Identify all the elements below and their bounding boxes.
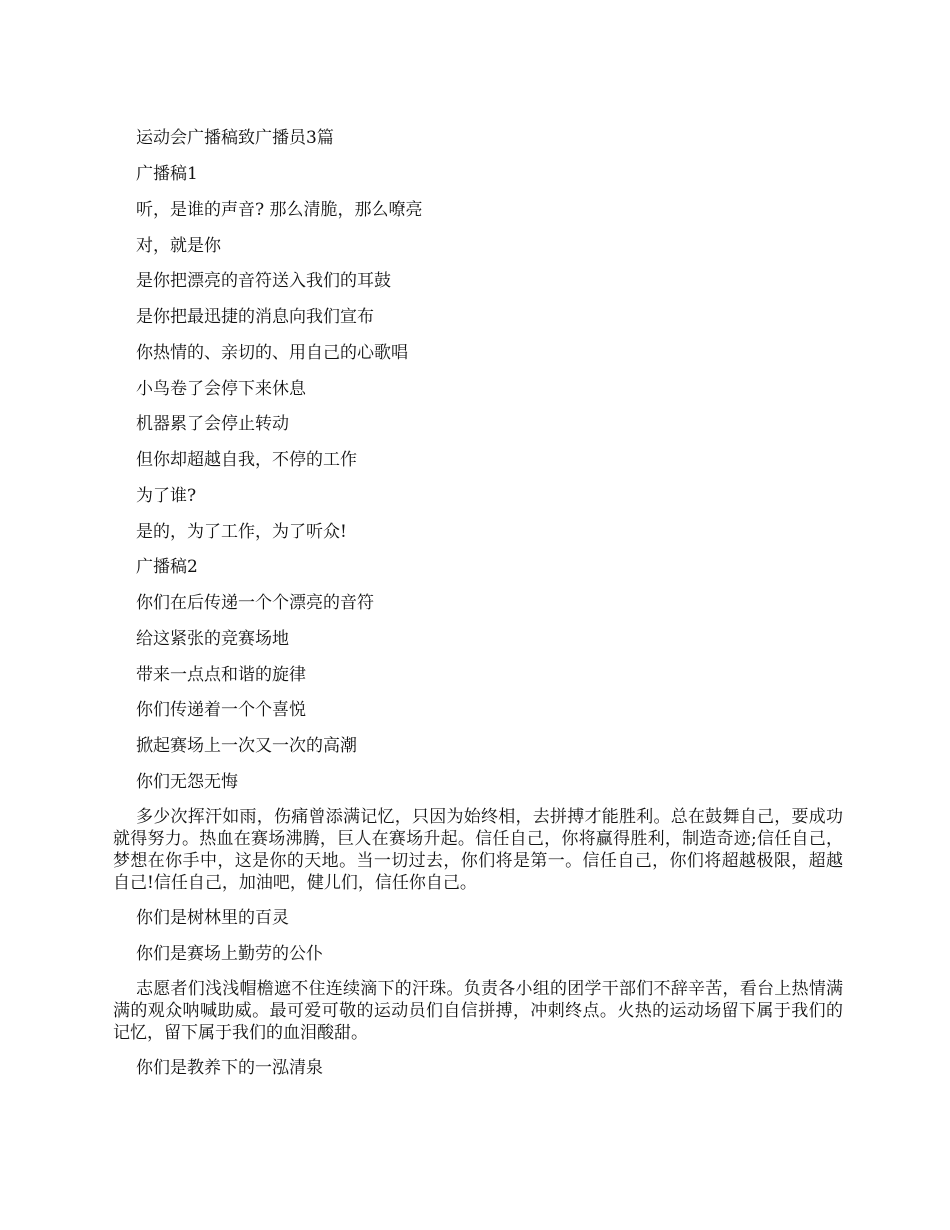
- section-heading-2: 广播稿2: [136, 557, 198, 577]
- text-line: 掀起赛场上一次又一次的高潮: [136, 736, 357, 756]
- text-line: 机器累了会停止转动: [136, 414, 289, 434]
- text-line: 给这紧张的竞赛场地: [136, 629, 289, 649]
- text-line: 带来一点点和谐的旋律: [136, 665, 306, 685]
- text-line: 但你却超越自我，不停的工作: [136, 450, 357, 470]
- text-line: 是的，为了工作，为了听众!: [136, 522, 347, 542]
- section-heading-1: 广播稿1: [136, 164, 198, 184]
- final-line: 你们是教养下的一泓清泉: [136, 1058, 323, 1078]
- text-line: 你们是树林里的百灵: [136, 908, 289, 928]
- text-line: 你们无怨无悔: [136, 772, 238, 792]
- text-line: 你们在后传递一个个漂亮的音符: [136, 593, 374, 613]
- text-line: 你们传递着一个个喜悦: [136, 700, 306, 720]
- document-title: 运动会广播稿致广播员3篇: [136, 128, 334, 148]
- paragraph-2: 志愿者们浅浅帽檐遮不住连续滴下的汗珠。负责各小组的团学干部们不辞辛苦，看台上热情满满的观众呐喊助威。最可爱可敬的运动员们自信拼搏，冲刺终点。火热的运动场留下属于我们的记忆，留下属于我们的血泪酸甜。: [113, 979, 843, 1043]
- text-line: 是你把漂亮的音符送入我们的耳鼓: [136, 271, 391, 291]
- text-line: 你们是赛场上勤劳的公仆: [136, 944, 323, 964]
- text-line: 小鸟卷了会停下来休息: [136, 379, 306, 399]
- text-line: 为了谁?: [136, 486, 197, 506]
- text-line: 你热情的、亲切的、用自己的心歌唱: [136, 343, 408, 363]
- text-line: 对，就是你: [136, 236, 221, 256]
- paragraph-1: 多少次挥汗如雨，伤痛曾添满记忆，只因为始终相，去拼搏才能胜利。总在鼓舞自己，要成功就得努力。热血在赛场沸腾，巨人在赛场升起。信任自己，你将赢得胜利，制造奇迹;信任自己，梦想在你手中，这是你的天地。当一切过去，你们将是第一。信任自己，你们将超越极限，超越自己!信任自己，加油吧，健儿们，信任你自己。: [113, 807, 843, 893]
- text-line: 听，是谁的声音? 那么清脆，那么嘹亮: [136, 200, 423, 220]
- text-line: 是你把最迅捷的消息向我们宣布: [136, 307, 374, 327]
